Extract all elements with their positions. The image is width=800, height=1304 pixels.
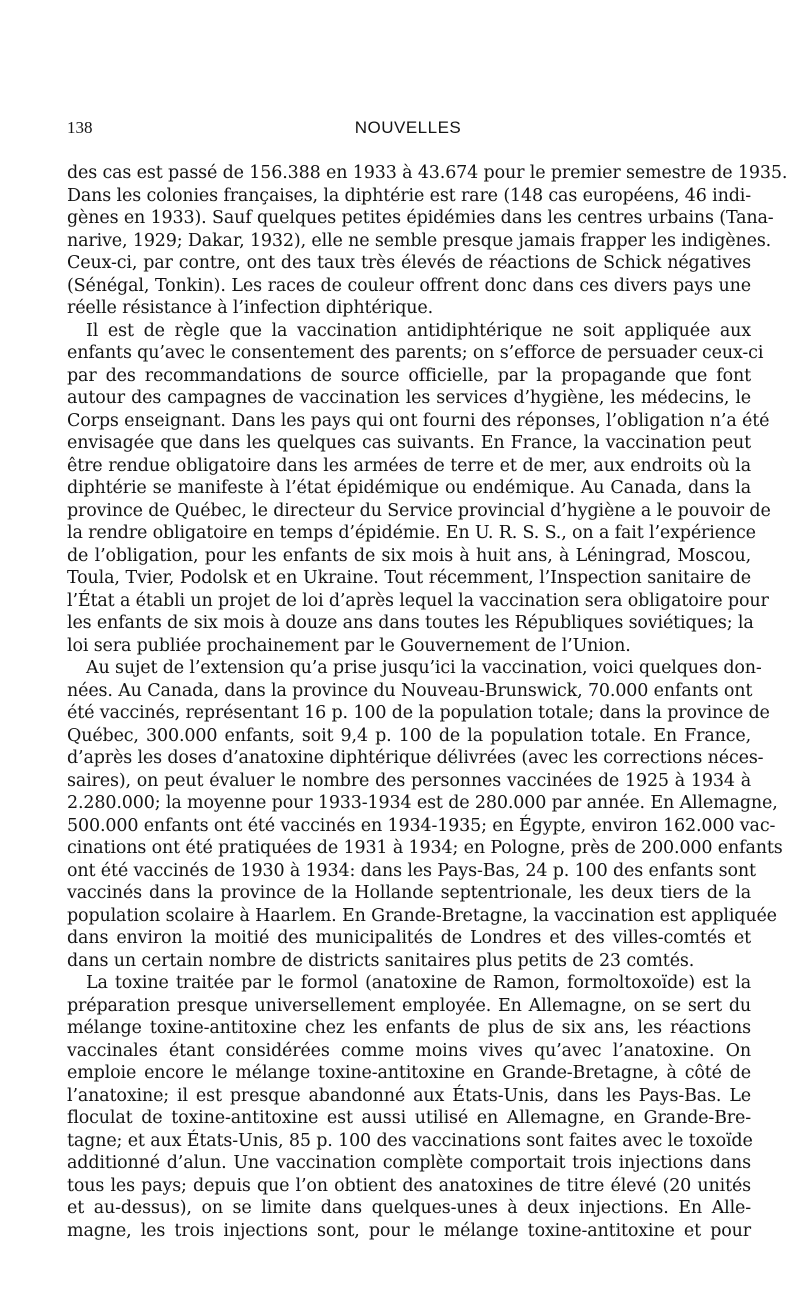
text-line: province de Québec, le directeur du Service provincial d’hygiène a le pouvoir de xyxy=(67,500,771,521)
paragraph-start-line: Au sujet de l’extension qu’a prise jusqu’ici la vaccination, voici quelques don- xyxy=(86,658,762,678)
text-line: de l’obligation, pour les enfants de six mois à huit ans, à Léningrad, Moscou, xyxy=(67,545,751,566)
text-line: et au-dessus), on se limite dans quelques-unes à deux injections. En Alle- xyxy=(67,1198,751,1218)
text-line: nées. Au Canada, dans la province du Nouveau-Brunswick, 70.000 enfants ont xyxy=(67,680,753,701)
text-line: par des recommandations de source officielle, par la propagande que font xyxy=(67,365,751,386)
text-line: 2.280.000; la moyenne pour 1933-1934 est de 280.000 par année. En Allemagne, xyxy=(67,793,778,813)
text-line: tous les pays; depuis que l’on obtient des anatoxines de titre élevé (20 unités xyxy=(67,1175,751,1196)
body-text xyxy=(67,162,788,1242)
text-line: l’État a établi un projet de loi d’après lequel la vaccination sera obligatoire pour xyxy=(67,590,769,611)
text-line: Québec, 300.000 enfants, soit 9,4 p. 100 de la population totale. En France, xyxy=(67,725,751,746)
text-line: la rendre obligatoire en temps d’épidémie. En U. R. S. S., on a fait l’expérience xyxy=(67,523,756,543)
text-line: être rendue obligatoire dans les armées de terre et de mer, aux endroits où la xyxy=(67,455,751,476)
text-line: enfants qu’avec le consentement des parents; on s’efforce de persuader ceux-ci xyxy=(67,343,764,363)
text-line: l’anatoxine; il est presque abandonné aux États-Unis, dans les Pays-Bas. Le xyxy=(67,1085,751,1106)
text-line: cinations ont été pratiquées de 1931 à 1934; en Pologne, près de 200.000 enfants xyxy=(67,838,783,858)
text-line: magne, les trois injections sont, pour le mélange toxine-antitoxine et pour xyxy=(67,1220,751,1241)
paragraph-end-line: réelle résistance à l’infection diphtérique. xyxy=(67,298,434,318)
text-line: envisagée que dans les quelques cas suivants. En France, la vaccination peut xyxy=(67,433,751,453)
text-line: 500.000 enfants ont été vaccinés en 1934-1935; en Égypte, environ 162.000 vac- xyxy=(67,815,776,836)
paragraph-end-line: loi sera publiée prochainement par le Gouvernement de l’Union. xyxy=(67,635,631,656)
text-line: tagne; et aux États-Unis, 85 p. 100 des vaccinations sont faites avec le toxoïde xyxy=(67,1130,753,1151)
text-line: autour des campagnes de vaccination les services d’hygiène, les médecins, le xyxy=(67,388,751,408)
text-line: Toula, Tvier, Podolsk et en Ukraine. Tout récemment, l’Inspection sanitaire de xyxy=(67,568,751,588)
text-line: Dans les colonies françaises, la diphtérie est rare (148 cas européens, 46 indi- xyxy=(67,185,751,206)
text-line: vaccinales étant considérées comme moins vives qu’avec l’anatoxine. On xyxy=(67,1040,751,1061)
paragraph-start-line: Il est de règle que la vaccination antidiphtérique ne soit appliquée aux xyxy=(86,320,751,341)
text-line: (Sénégal, Tonkin). Les races de couleur offrent donc dans ces divers pays une xyxy=(67,275,751,296)
text-line: préparation presque universellement employée. En Allemagne, on se sert du xyxy=(67,995,751,1016)
paragraph-start-line: La toxine traitée par le formol (anatoxine de Ramon, formoltoxoïde) est la xyxy=(86,973,751,993)
page-number: 138 xyxy=(67,118,93,137)
text-line: vaccinés dans la province de la Hollande septentrionale, les deux tiers de la xyxy=(67,883,751,903)
page-header xyxy=(67,118,749,142)
text-line: été vaccinés, représentant 16 p. 100 de la population totale; dans la province de xyxy=(67,703,770,723)
text-line: emploie encore le mélange toxine-antitoxine en Grande-Bretagne, à côté de xyxy=(67,1063,751,1083)
text-line: diphtérie se manifeste à l’état épidémique ou endémique. Au Canada, dans la xyxy=(67,478,751,498)
text-line: ont été vaccinés de 1930 à 1934: dans les Pays-Bas, 24 p. 100 des enfants sont xyxy=(67,860,756,881)
text-line: saires), on peut évaluer le nombre des personnes vaccinées de 1925 à 1934 à xyxy=(67,770,751,791)
text-line: floculat de toxine-antitoxine est aussi utilisé en Allemagne, en Grande-Bre- xyxy=(67,1108,751,1128)
text-line: Corps enseignant. Dans les pays qui ont fourni des réponses, l’obligation n’a été xyxy=(67,410,770,431)
text-line: les enfants de six mois à douze ans dans toutes les Républiques soviétiques; la xyxy=(67,613,754,633)
text-line: mélange toxine-antitoxine chez les enfants de plus de six ans, les réactions xyxy=(67,1018,751,1038)
paragraph-end-line: dans un certain nombre de districts sanitaires plus petits de 23 comtés. xyxy=(67,950,695,971)
text-line: d’après les doses d’anatoxine diphtérique délivrées (avec les corrections néces- xyxy=(67,748,764,768)
text-line: narive, 1929; Dakar, 1932), elle ne semble presque jamais frapper les indigènes. xyxy=(67,230,772,251)
text-line: population scolaire à Haarlem. En Grande-Bretagne, la vaccination est appliquée xyxy=(67,905,777,926)
text-line: des cas est passé de 156.388 en 1933 à 43.674 pour le premier semestre de 1935. xyxy=(67,163,788,183)
text-line: gènes en 1933). Sauf quelques petites épidémies dans les centres urbains (Tana- xyxy=(67,208,774,228)
text-line: additionné d’alun. Une vaccination complète comportait trois injections dans xyxy=(67,1153,751,1173)
running-title: NOUVELLES xyxy=(354,118,462,137)
text-line: dans environ la moitié des municipalités de Londres et des villes-comtés et xyxy=(67,928,751,948)
text-line: Ceux-ci, par contre, ont des taux très élevés de réactions de Schick négatives xyxy=(67,253,751,273)
